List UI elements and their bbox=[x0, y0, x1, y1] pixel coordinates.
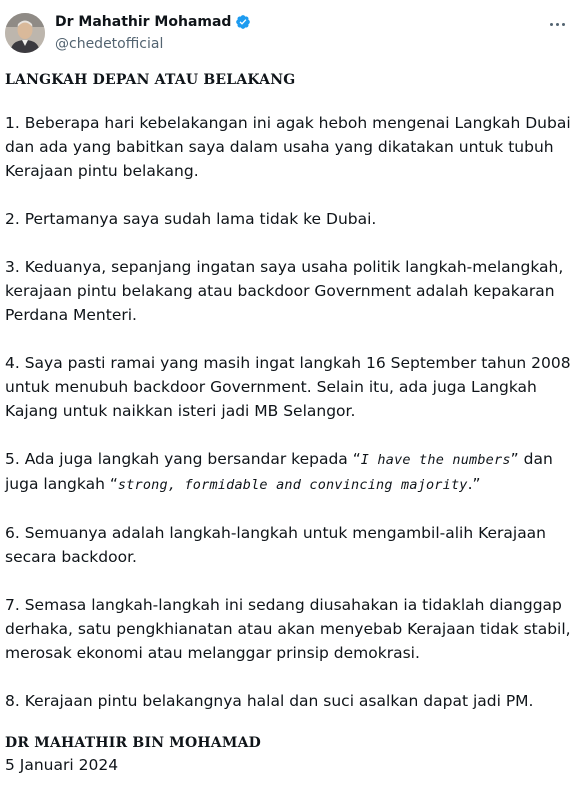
quote-i-have-the-numbers: I have the numbers bbox=[360, 452, 511, 468]
paragraph-3: 3. Keduanya, sepanjang ingatan saya usaha politik langkah-melangkah, kerajaan pintu belakang atau backdoor Government adalah kepakaran Perdana Menteri. bbox=[5, 258, 564, 324]
avatar-image bbox=[5, 13, 45, 53]
more-options-icon[interactable] bbox=[545, 14, 569, 34]
paragraph-5 bbox=[5, 447, 575, 497]
avatar[interactable] bbox=[5, 13, 45, 53]
post-signature: DR MAHATHIR BIN MOHAMAD bbox=[5, 735, 261, 751]
quote-strong-majority: strong, formidable and convincing majority bbox=[117, 477, 468, 493]
author-handle[interactable]: @chedetofficial bbox=[55, 36, 164, 52]
paragraph-6: 6. Semuanya adalah langkah-langkah untuk mengambil-alih Kerajaan secara backdoor. bbox=[5, 524, 547, 566]
paragraph-7: 7. Semasa langkah-langkah ini sedang diusahakan ia tidaklah dianggap derhaka, satu pengkhianatan atau akan menyebab Kerajaan tidak stabil, merosak ekonomi atau melanggar prinsip demokrasi. bbox=[5, 596, 571, 662]
paragraph-5-suffix: .” bbox=[467, 475, 481, 493]
post-title: LANGKAH DEPAN ATAU BELAKANG bbox=[5, 72, 296, 88]
verified-check-icon bbox=[235, 14, 251, 30]
paragraph-5-prefix: 5. Ada juga langkah yang bersandar kepada “ bbox=[5, 450, 361, 468]
post-header bbox=[0, 0, 582, 64]
paragraph-4: 4. Saya pasti ramai yang masih ingat langkah 16 September tahun 2008 untuk menubuh backdoor Government. Selain itu, ada juga Langkah Kajang untuk naikkan isteri jadi MB Selangor. bbox=[5, 354, 571, 420]
paragraph-1: 1. Beberapa hari kebelakangan ini agak heboh mengenai Langkah Dubai dan ada yang babitkan saya dalam usaha yang dikatakan untuk tubuh Kerajaan pintu belakang. bbox=[5, 114, 571, 180]
paragraph-2: 2. Pertamanya saya sudah lama tidak ke Dubai. bbox=[5, 210, 377, 228]
author-display-name[interactable]: Dr Mahathir Mohamad bbox=[55, 14, 232, 30]
post-body bbox=[5, 70, 575, 777]
paragraph-8: 8. Kerajaan pintu belakangnya halal dan suci asalkan dapat jadi PM. bbox=[5, 692, 534, 710]
paragraph-5-middle: ” dan juga langkah “ bbox=[5, 450, 553, 493]
author-name-row bbox=[55, 14, 251, 30]
post-date: 5 Januari 2024 bbox=[5, 756, 119, 774]
